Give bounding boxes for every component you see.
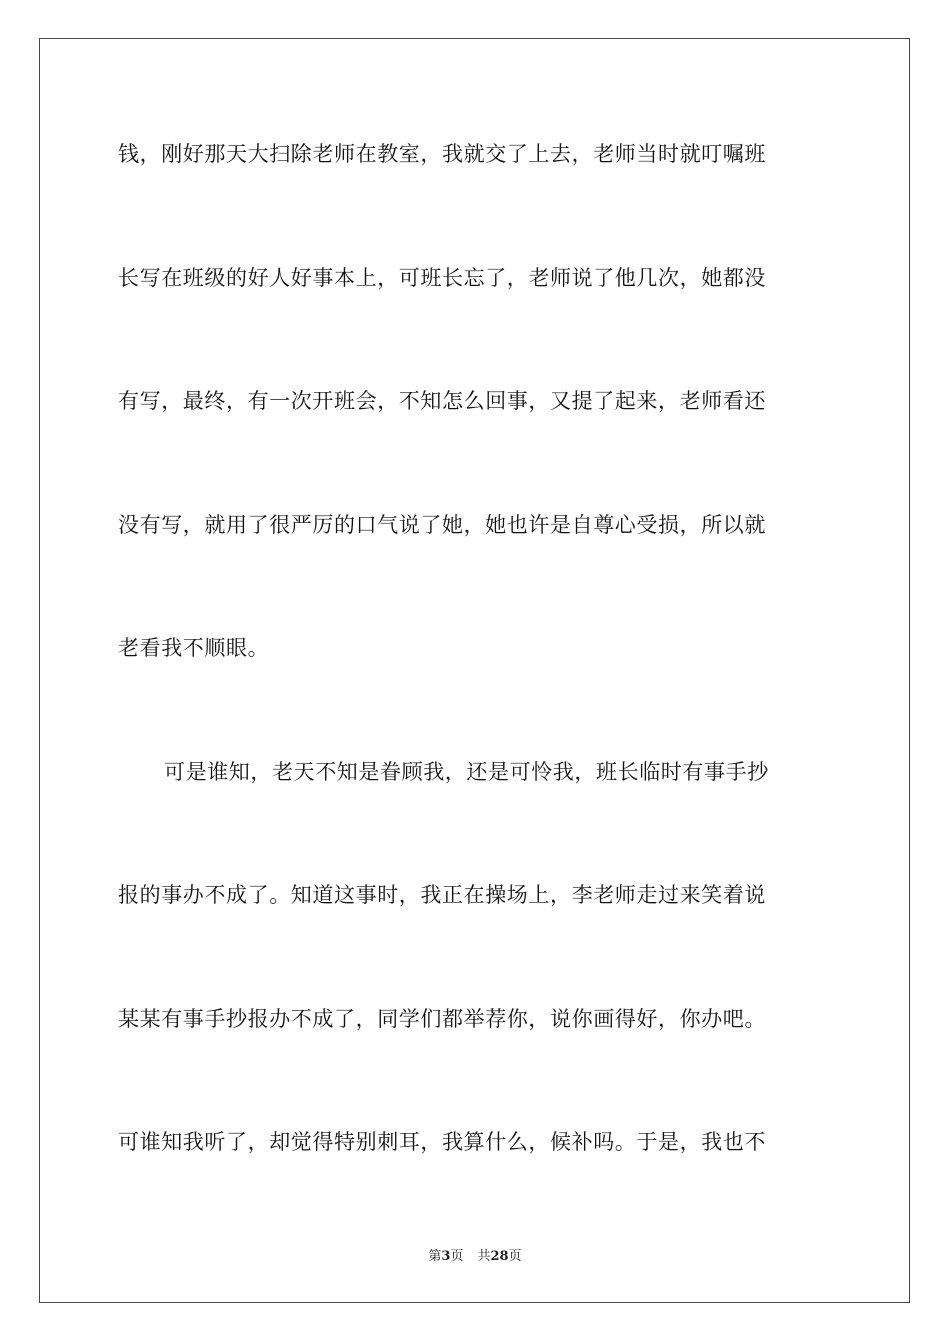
page-suffix: 页 <box>450 1249 464 1264</box>
text-line: 长写在班级的好人好事本上，可班长忘了，老师说了他几次，她都没 <box>118 265 766 290</box>
page-number <box>428 1249 463 1264</box>
total-suffix: 页 <box>508 1249 522 1264</box>
total-pages: 28 <box>490 1249 509 1264</box>
page-prefix: 第 <box>428 1249 442 1264</box>
current-page: 3 <box>441 1249 451 1264</box>
paragraph-first-line: 可是谁知，老天不知是眷顾我，还是可怜我，班长临时有事手抄 <box>164 759 769 784</box>
text-line: 某某有事手抄报办不成了，同学们都举荐你，说你画得好，你办吧。 <box>118 1006 766 1031</box>
text-line: 没有写，就用了很严厉的口气说了她，她也许是自尊心受损，所以就 <box>118 512 766 537</box>
text-line: 有写，最终，有一次开班会，不知怎么回事，又提了起来，老师看还 <box>118 389 766 413</box>
text-line: 可谁知我听了，却觉得特别刺耳，我算什么，候补吗。于是，我也不 <box>118 1130 766 1154</box>
page-footer <box>0 1245 950 1264</box>
total-prefix: 共 <box>477 1249 491 1264</box>
text-line: 老看我不顺眼。 <box>118 636 270 660</box>
document-body <box>118 126 834 1238</box>
page-total <box>477 1249 521 1264</box>
text-line: 钱，刚好那天大扫除老师在教室，我就交了上去，老师当时就叮嘱班 <box>118 142 766 166</box>
text-line: 报的事办不成了。知道这事时，我正在操场上，李老师走过来笑着说 <box>118 883 766 907</box>
